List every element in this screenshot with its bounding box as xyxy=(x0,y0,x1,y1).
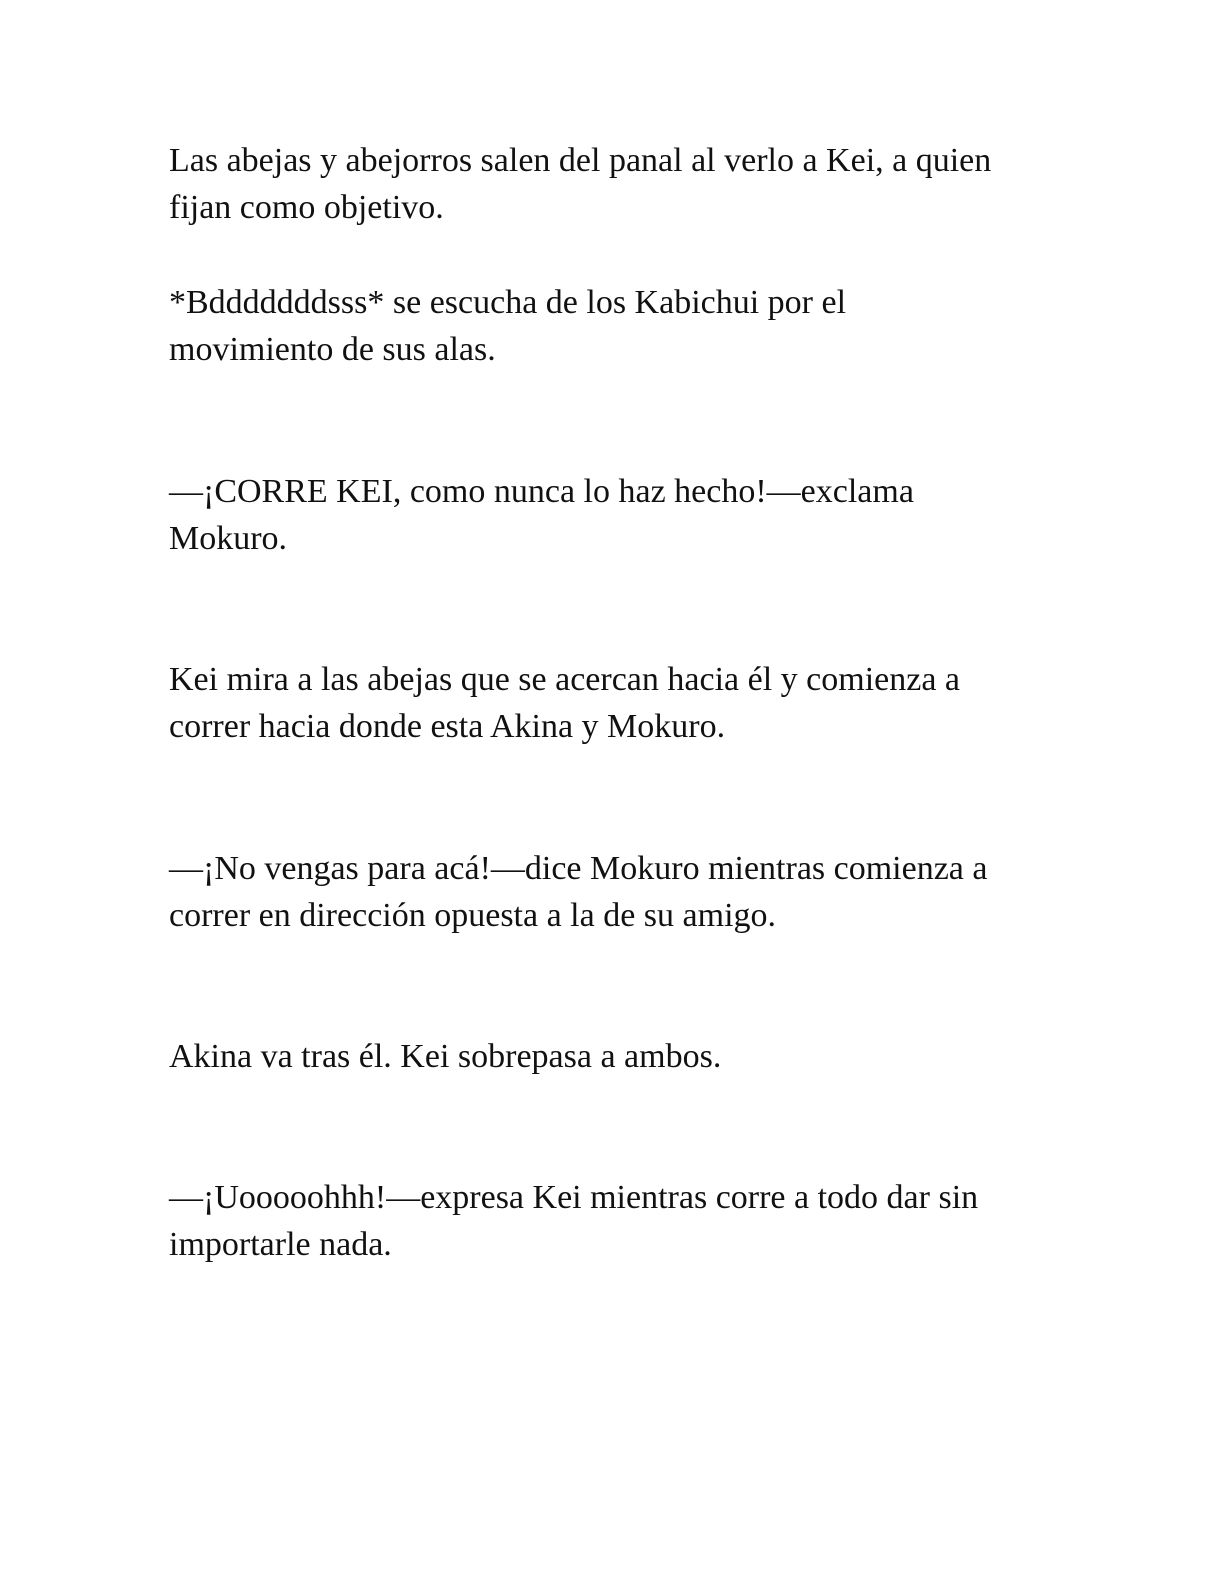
paragraph: —¡CORRE KEI, como nunca lo haz hecho!—exclama Mokuro. xyxy=(169,473,914,557)
paragraph: *Bdddddddsss* se escucha de los Kabichui por el movimiento de sus alas. xyxy=(169,284,847,368)
paragraph: Las abejas y abejorros salen del panal al verlo a Kei, a quien fijan como objetivo. xyxy=(169,142,992,226)
paragraph: —¡Uooooohhh!—expresa Kei mientras corre a todo dar sin importarle nada. xyxy=(169,1179,979,1263)
paragraph: —¡No vengas para acá!—dice Mokuro mientras comienza a correr en dirección opuesta a la de su amigo. xyxy=(169,850,988,934)
paragraph: Akina va tras él. Kei sobrepasa a ambos. xyxy=(169,1038,722,1075)
paragraph: Kei mira a las abejas que se acercan hacia él y comienza a correr hacia donde esta Akina y Mokuro. xyxy=(169,661,960,745)
